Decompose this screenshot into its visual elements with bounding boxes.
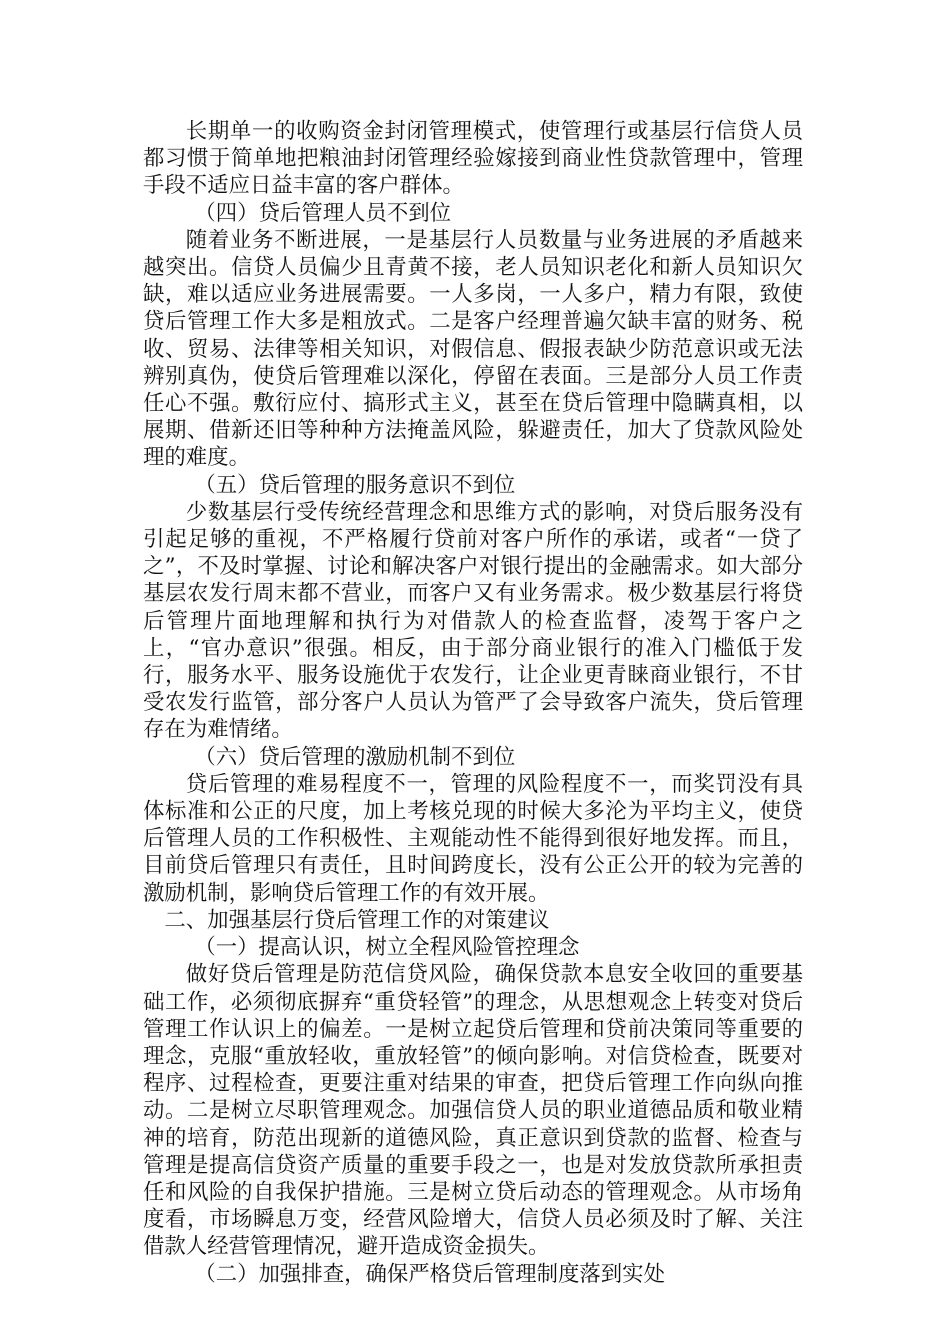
paragraph-service: 少数基层行受传统经营理念和思维方式的影响，对贷后服务没有引起足够的重视，不严格履行贷前对客户所作的承诺，或者“一贷了之”，不及时掌握、讨论和解决客户对银行提出的金融需求。如大部分基层农发行周末都不营业，而客户又有业务需求。极少数基层行将贷后管理片面地理解和执行为对借款人的检查监督，凌驾于客户之上，“官办意识”很强。相反，由于部分商业银行的准入门槛低于发行，服务水平、服务设施优于农发行，让企业更青睐商业银行，不甘受农发行监管，部分客户人员认为管严了会导致客户流失，贷后管理存在为难情绪。 (143, 499, 803, 743)
paragraph-incentive: 贷后管理的难易程度不一，管理的风险程度不一，而奖罚没有具体标准和公正的尺度，加上考核兑现的时候大多沦为平均主义，使贷后管理人员的工作积极性、主观能动性不能得到很好地发挥。而且，目前贷后管理只有责任，且时间跨度长，没有公正公开的较为完善的激励机制，影响贷后管理工作的有效开展。 (143, 771, 803, 906)
heading-awareness: （一）提高认识，树立全程风险管控理念 (194, 935, 580, 961)
paragraph-awareness: 做好贷后管理是防范信贷风险，确保贷款本息安全收回的重要基础工作，必须彻底摒弃“重贷轻管”的理念，从思想观念上转变对贷后管理工作认识上的偏差。一是树立起贷后管理和贷前决策同等重要的理念，克服“重放轻收，重放轻管”的倾向影响。对信贷检查，既要对程序、过程检查，更要注重对结果的审查，把贷后管理工作向纵向推动。二是树立尽职管理观念。加强信贷人员的职业道德品质和敬业精神的培育，防范出现新的道德风险，真正意识到贷款的监督、检查与管理是提高信贷资产质量的重要手段之一，也是对发放贷款所承担责任和风险的自我保护措施。三是树立贷后动态的管理观念。从市场角度看，市场瞬息万变，经营风险增大，信贷人员必须及时了解、关注借款人经营管理情况，避开造成资金损失。 (143, 962, 803, 1260)
heading-staff: （四）贷后管理人员不到位 (194, 200, 452, 226)
heading-inspection: （二）加强排查，确保严格贷后管理制度落到实处 (194, 1261, 665, 1287)
heading-service: （五）贷后管理的服务意识不到位 (194, 472, 516, 498)
paragraph-staff: 随着业务不断进展，一是基层行人员数量与业务进展的矛盾越来越突出。信贷人员偏少且青黄不接，老人员知识老化和新人员知识欠缺，难以适应业务进展需要。一人多岗，一人多户，精力有限，致使贷后管理工作大多是粗放式。二是客户经理普遍欠缺丰富的财务、税收、贸易、法律等相关知识，对假信息、假报表缺少防范意识或无法辨别真伪，使贷后管理难以深化，停留在表面。三是部分人员工作责任心不强。敷衍应付、搞形式主义，甚至在贷后管理中隐瞒真相，以展期、借新还旧等种种方法掩盖风险，躲避责任，加大了贷款风险处理的难度。 (143, 227, 803, 471)
document-page (143, 118, 803, 1288)
heading-incentive: （六）贷后管理的激励机制不到位 (194, 744, 516, 770)
paragraph-intro: 长期单一的收购资金封闭管理模式，使管理行或基层行信贷人员都习惯于简单地把粮油封闭管理经验嫁接到商业性贷款管理中，管理手段不适应日益丰富的客户群体。 (143, 119, 803, 199)
section-heading-countermeasures: 二、加强基层行贷后管理工作的对策建议 (164, 907, 550, 933)
